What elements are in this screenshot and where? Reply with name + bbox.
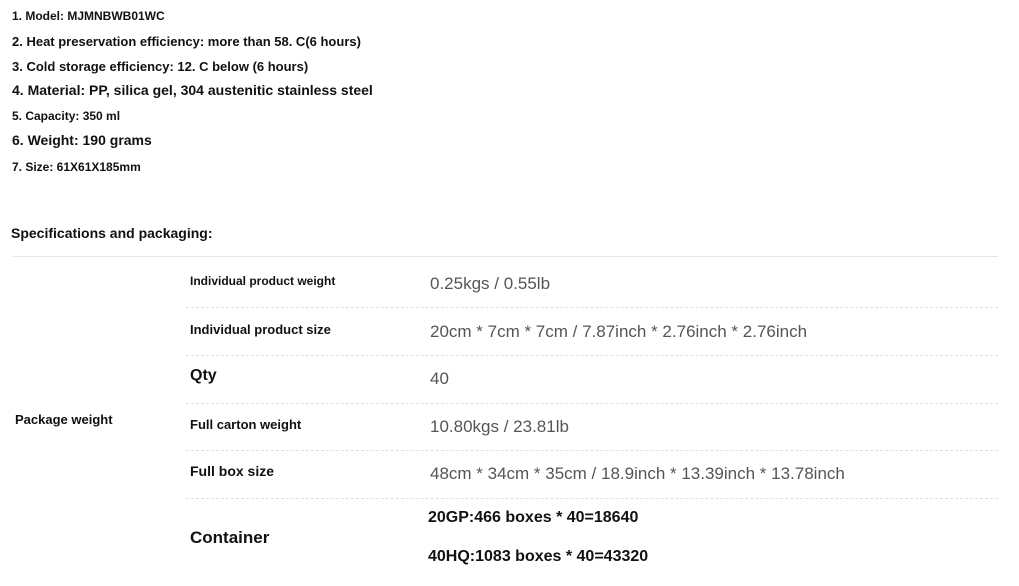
feature-model: 1. Model: MJMNBWB01WC xyxy=(12,9,165,23)
row-label: Full box size xyxy=(190,463,275,479)
container-line-40hq: 40HQ:1083 boxes * 40=43320 xyxy=(428,548,649,565)
row-label: Qty xyxy=(190,367,217,384)
row-divider xyxy=(186,307,998,308)
feature-size: 7. Size: 61X61X185mm xyxy=(12,160,141,174)
container-label: Container xyxy=(190,528,270,547)
row-divider xyxy=(186,450,998,451)
row-value: 20cm * 7cm * 7cm / 7.87inch * 2.76inch * 2.76inch xyxy=(430,322,808,341)
specifications-heading: Specifications and packaging: xyxy=(11,225,213,241)
row-label: Full carton weight xyxy=(190,417,302,432)
row-divider xyxy=(186,498,998,499)
row-label: Individual product size xyxy=(190,322,331,337)
row-value: 48cm * 34cm * 35cm / 18.9inch * 13.39inch * 13.78inch xyxy=(430,464,845,483)
group-label-package-weight: Package weight xyxy=(15,412,113,427)
row-label: Individual product weight xyxy=(190,274,336,288)
feature-cold-storage: 3. Cold storage efficiency: 12. C below (6 hours) xyxy=(12,59,309,74)
table-divider xyxy=(13,256,998,257)
row-divider xyxy=(186,403,998,404)
row-divider xyxy=(186,355,998,356)
feature-heat-preservation: 2. Heat preservation efficiency: more than 58. C(6 hours) xyxy=(12,34,361,49)
row-value: 0.25kgs / 0.55lb xyxy=(430,274,551,293)
row-value: 10.80kgs / 23.81lb xyxy=(430,417,569,436)
row-value: 40 xyxy=(430,369,449,388)
feature-material: 4. Material: PP, silica gel, 304 austenitic stainless steel xyxy=(12,82,373,98)
feature-weight: 6. Weight: 190 grams xyxy=(12,132,152,148)
feature-capacity: 5. Capacity: 350 ml xyxy=(12,109,121,123)
container-line-20gp: 20GP:466 boxes * 40=18640 xyxy=(428,509,639,526)
